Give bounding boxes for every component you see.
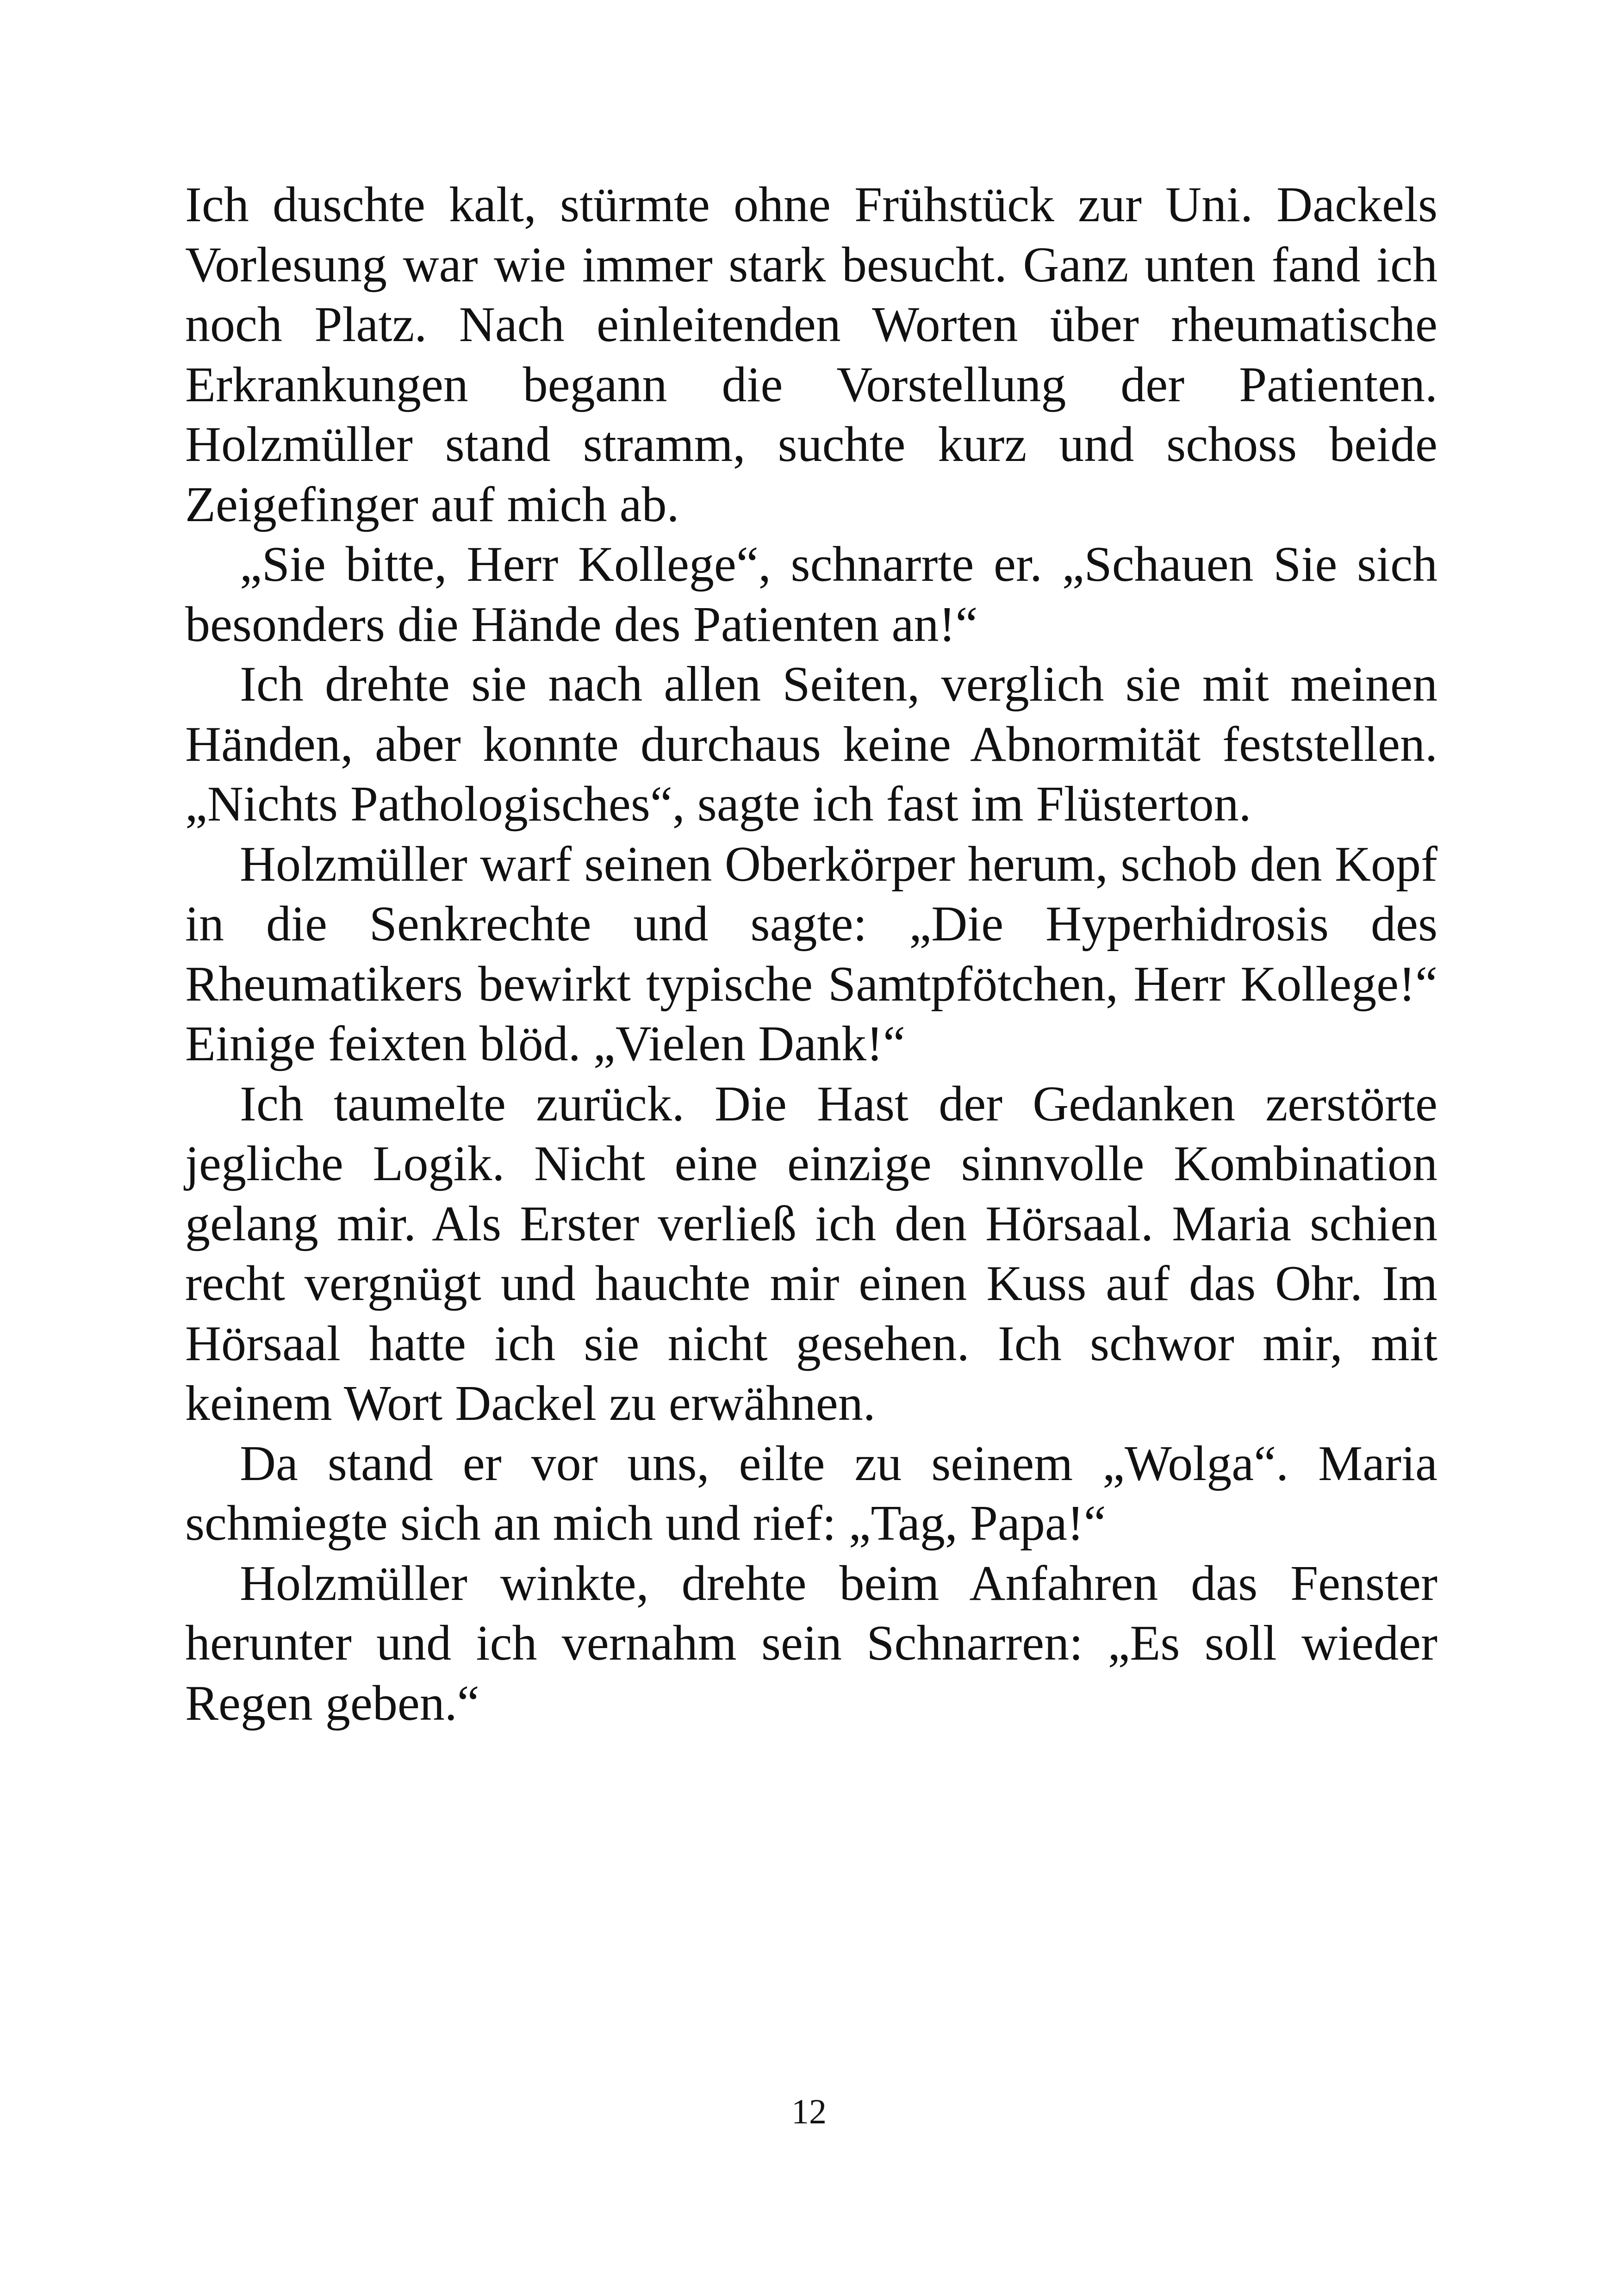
paragraph-4: Holzmüller warf seinen Oberkörper herum, schob den Kopf in die Senkrechte und sagte: „Die Hyperhidrosis des Rheumatikers bewirkt typische Samtpfötchen, Herr Kollege!“ Einige feixten blöd. „Vielen Dank!“ xyxy=(185,836,1438,1071)
page-number: 12 xyxy=(791,2092,827,2131)
paragraph-2: „Sie bitte, Herr Kollege“, schnarrte er. „Schauen Sie sich besonders die Hände des Patienten an!“ xyxy=(185,537,1438,652)
paragraph-5: Ich taumelte zurück. Die Hast der Gedanken zerstörte jegliche Logik. Nicht eine einzige sinnvolle Kombination gelang mir. Als Erster verließ ich den Hörsaal. Maria schien recht vergnügt und hauchte mir einen Kuss auf das Ohr. Im Hörsaal hatte ich sie nicht gesehen. Ich schwor mir, mit keinem Wort Dackel zu erwähnen. xyxy=(185,1076,1438,1431)
body-text xyxy=(185,175,1438,1733)
paragraph-1: Ich duschte kalt, stürmte ohne Frühstück zur Uni. Dackels Vorlesung war wie immer stark besucht. Ganz unten fand ich noch Platz. Nach einleitenden Worten über rheumatische Erkrankungen begann die Vorstellung der Patienten. Holzmüller stand stramm, suchte kurz und schoss beide Zeigefinger auf mich ab. xyxy=(185,177,1438,532)
paragraph-6: Da stand er vor uns, eilte zu seinem „Wolga“. Maria schmiegte sich an mich und rief: „Tag, Papa!“ xyxy=(185,1436,1438,1551)
paragraph-3: Ich drehte sie nach allen Seiten, verglich sie mit meinen Händen, aber konnte durchaus keine Abnormität feststellen. „Nichts Pathologisches“, sagte ich fast im Flüsterton. xyxy=(185,657,1438,832)
paragraph-7: Holzmüller winkte, drehte beim Anfahren das Fenster herunter und ich vernahm sein Schnarren: „Es soll wieder Regen geben.“ xyxy=(185,1556,1438,1731)
